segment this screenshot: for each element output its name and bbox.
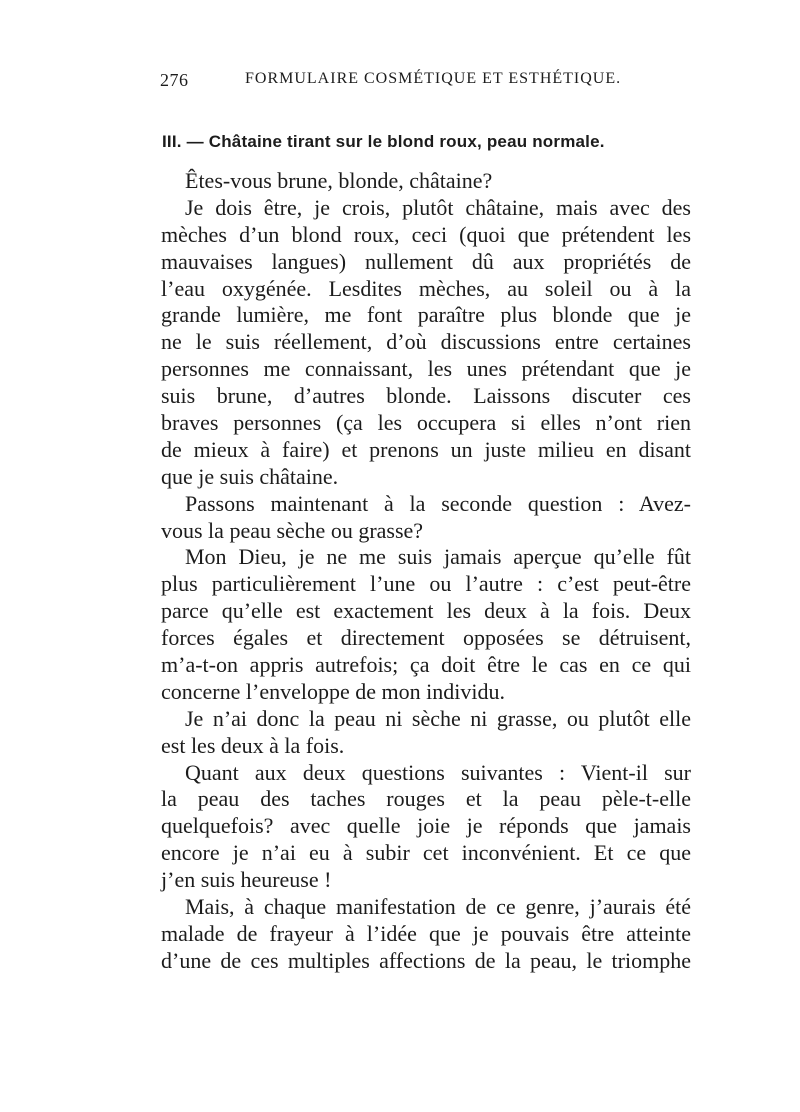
text-line: braves personnes (ça les occupera si elles n’ont rien xyxy=(161,410,691,436)
text-line: d’une de ces multiples affections de la peau, le triomphe xyxy=(161,947,691,973)
text-line: que je suis châtaine. xyxy=(161,463,339,489)
text-line: Quant aux deux questions suivantes : Vient-il sur xyxy=(185,759,691,785)
body-text xyxy=(161,168,691,975)
running-head xyxy=(160,70,690,96)
text-line: personnes me connaissant, les unes prétendant que je xyxy=(161,356,691,382)
text-line: l’eau oxygénée. Lesdites mèches, au soleil ou à la xyxy=(161,275,691,301)
text-line: Passons maintenant à la seconde question : Avez- xyxy=(185,490,691,516)
text-line: malade de frayeur à l’idée que je pouvais être atteinte xyxy=(161,920,691,946)
text-line: Êtes-vous brune, blonde, châtaine? xyxy=(185,168,493,193)
text-line: vous la peau sèche ou grasse? xyxy=(161,517,424,543)
text-line: Je n’ai donc la peau ni sèche ni grasse, ou plutôt elle xyxy=(185,705,691,731)
text-line: Mais, à chaque manifestation de ce genre, j’aurais été xyxy=(185,894,691,920)
text-line: mauvaises langues) nullement dû aux propriétés de xyxy=(161,248,691,274)
text-line: grande lumière, me font paraître plus blonde que je xyxy=(161,302,691,328)
page-number: 276 xyxy=(160,70,189,90)
text-line: parce qu’elle est exactement les deux à la fois. Deux xyxy=(161,598,691,624)
text-line: Mon Dieu, je ne me suis jamais aperçue qu’elle fût xyxy=(185,544,691,570)
text-line: suis brune, d’autres blonde. Laissons discuter ces xyxy=(161,383,691,409)
text-line: quelquefois? avec quelle joie je réponds que jamais xyxy=(161,813,691,839)
text-line: j’en suis heureuse ! xyxy=(161,867,332,893)
text-line: encore je n’ai eu à subir cet inconvénient. Et ce que xyxy=(161,840,691,866)
text-line: m’a-t-on appris autrefois; ça doit être le cas en ce qui xyxy=(161,652,691,678)
text-line: plus particulièrement l’une ou l’autre : c’est peut-être xyxy=(161,571,691,597)
running-title: FORMULAIRE COSMÉTIQUE ET ESTHÉTIQUE. xyxy=(245,70,622,87)
text-line: la peau des taches rouges et la peau pèle-t-elle xyxy=(161,786,691,812)
text-line: de mieux à faire) et prenons un juste milieu en disant xyxy=(161,436,691,462)
section-heading: III. — Châtaine tirant sur le blond roux, peau normale. xyxy=(162,132,605,151)
text-line: est les deux à la fois. xyxy=(161,732,345,758)
text-line: forces égales et directement opposées se détruisent, xyxy=(161,625,691,651)
text-line: concerne l’enveloppe de mon individu. xyxy=(161,678,505,704)
text-line: ne le suis réellement, d’où discussions entre certaines xyxy=(161,329,691,355)
text-line: Je dois être, je crois, plutôt châtaine, mais avec des xyxy=(185,194,691,220)
text-line: mèches d’un blond roux, ceci (quoi que prétendent les xyxy=(161,221,691,247)
